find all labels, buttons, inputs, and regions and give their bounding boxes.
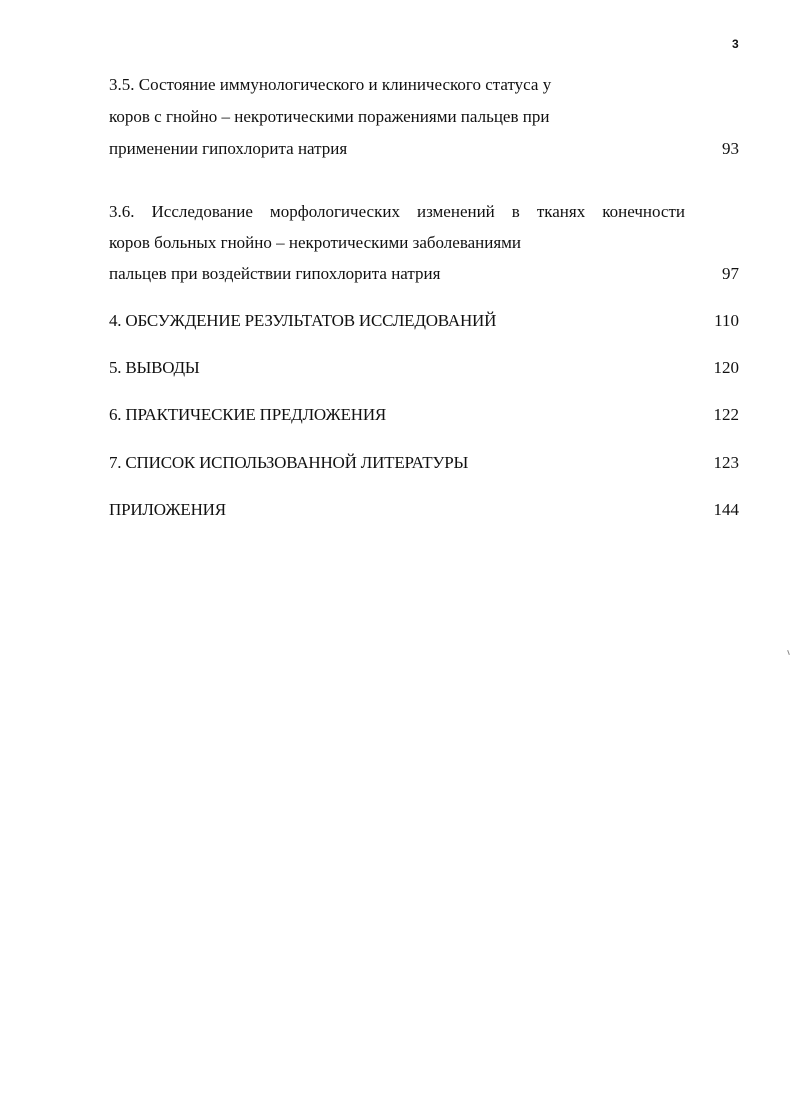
toc-page-number: 97 [722, 264, 739, 283]
toc-page-number: 93 [722, 139, 739, 158]
toc-entry-line: 4. ОБСУЖДЕНИЕ РЕЗУЛЬТАТОВ ИССЛЕДОВАНИЙ [109, 311, 497, 330]
toc-entry-line: 3.5. Состояние иммунологического и клинического статуса у [109, 75, 552, 94]
toc-page-number: 122 [713, 405, 739, 424]
toc-page-number: 110 [714, 311, 739, 330]
toc-entry-line: 3.6. Исследование морфологических изменений в тканях конечности [109, 202, 685, 221]
toc-entry-line: ПРИЛОЖЕНИЯ [109, 500, 226, 519]
toc-page-number: 123 [713, 453, 739, 472]
toc-page-number: 144 [713, 500, 739, 519]
toc-entry-line: коров больных гнойно – некротическими заболеваниями [109, 233, 522, 252]
toc-entry-line: применении гипохлорита натрия [109, 139, 348, 158]
toc-entry-line: коров с гнойно – некротическими поражениями пальцев при [109, 107, 550, 126]
toc-entry-line: 7. СПИСОК ИСПОЛЬЗОВАННОЙ ЛИТЕРАТУРЫ [109, 453, 469, 472]
toc-entry-line: пальцев при воздействии гипохлорита натрия [109, 264, 441, 283]
page-number: 3 [732, 37, 739, 51]
toc-entry-line: 5. ВЫВОДЫ [109, 358, 200, 377]
toc-entry-line: 6. ПРАКТИЧЕСКИЕ ПРЕДЛОЖЕНИЯ [109, 405, 387, 424]
toc-page-number: 120 [713, 358, 739, 377]
